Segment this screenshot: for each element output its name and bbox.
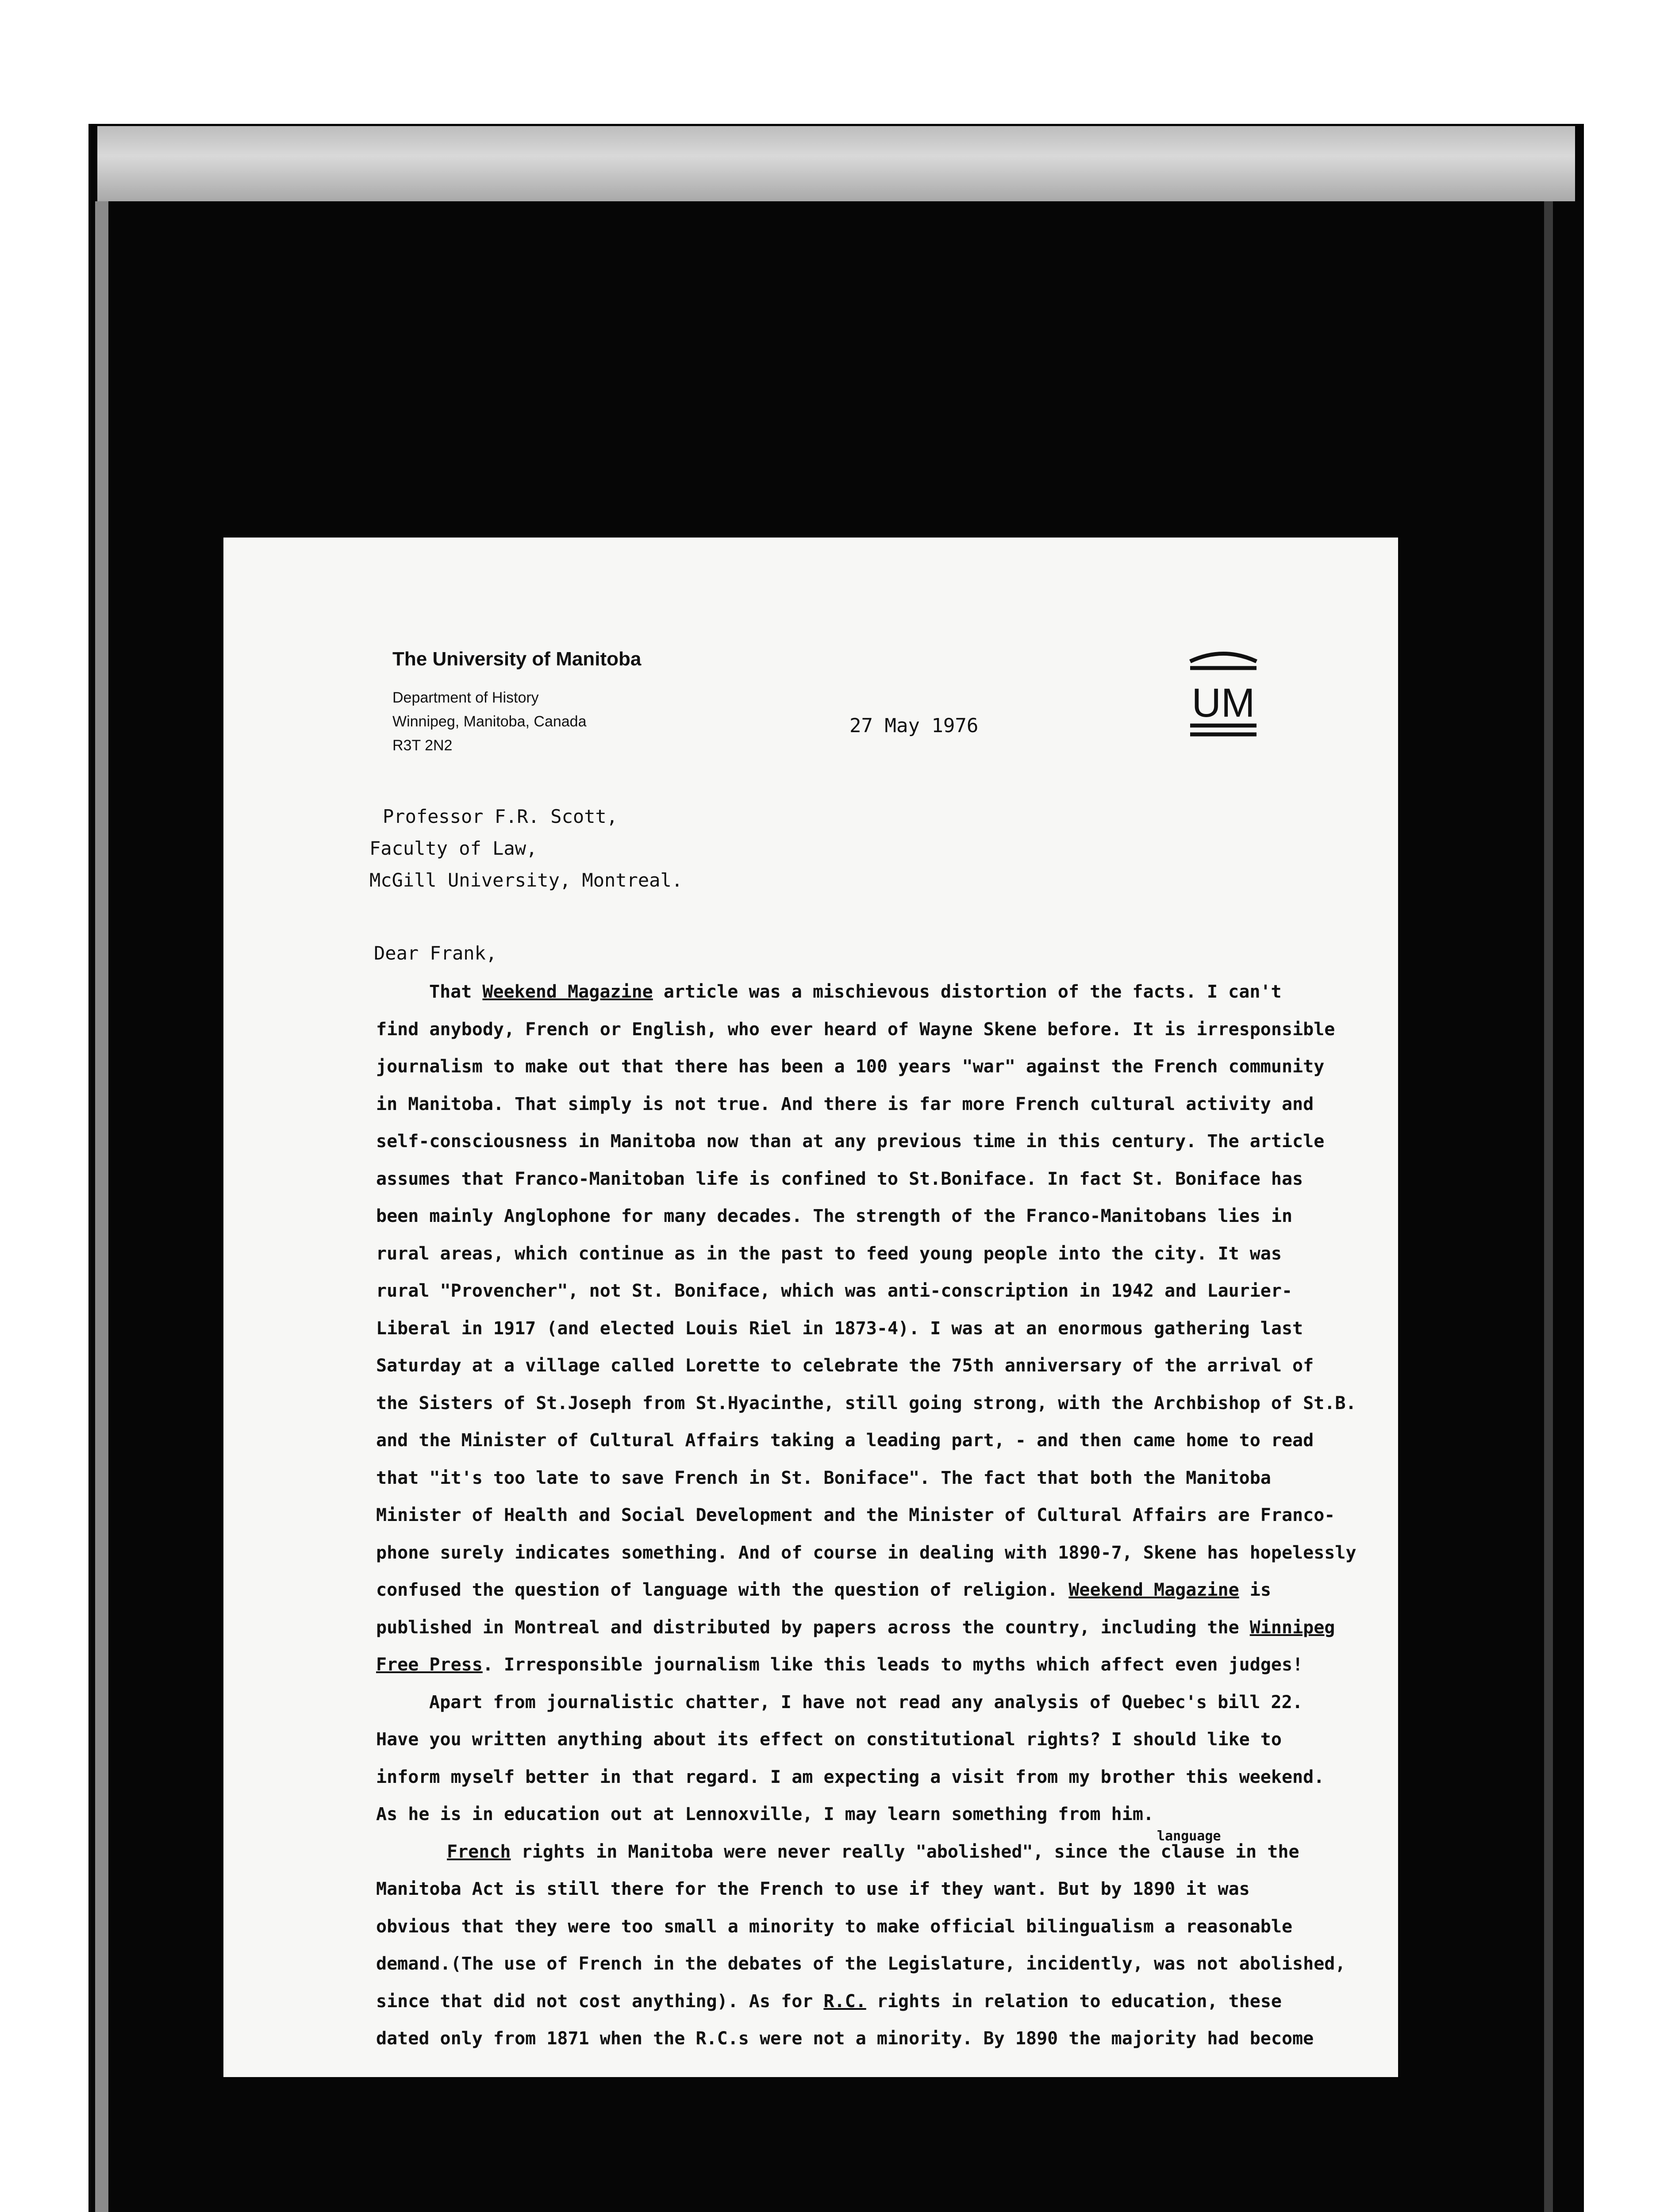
body-line: That Weekend Magazine article was a mischievous distortion of the facts. I can't: [429, 982, 1282, 1002]
body-line: inform myself better in that regard. I am expecting a visit from my brother this weekend.: [376, 1767, 1325, 1787]
body-line: Apart from journalistic chatter, I have not read any analysis of Quebec's bill 22.: [429, 1692, 1303, 1713]
body-line: been mainly Anglophone for many decades. The strength of the Franco-Manitobans lies in: [376, 1206, 1293, 1226]
letterhead-postal: R3T 2N2: [392, 737, 453, 754]
salutation: Dear Frank,: [374, 942, 497, 964]
letterhead-address: [392, 686, 587, 757]
body-line: the Sisters of St.Joseph from St.Hyacinthe, still going strong, with the Archbishop of St.B.: [376, 1393, 1356, 1413]
body-line: obvious that they were too small a minority to make official bilingualism a reasonable: [376, 1916, 1293, 1937]
letterhead-department: Department of History: [392, 689, 539, 706]
letter-date: 27 May 1976: [849, 714, 979, 737]
body-line: published in Montreal and distributed by papers across the country, including the Winnipeg: [376, 1617, 1335, 1638]
body-line: phone surely indicates something. And of course in dealing with 1890-7, Skene has hopelessly: [376, 1542, 1356, 1563]
body-line: assumes that Franco-Manitoban life is confined to St.Boniface. In fact St. Boniface has: [376, 1168, 1303, 1189]
underlined-title: Free Press: [376, 1655, 483, 1675]
body-line: Minister of Health and Social Development and the Minister of Cultural Affairs are Franco-: [376, 1505, 1335, 1525]
underlined-title: Winnipeg: [1249, 1617, 1335, 1638]
recipient-line-3: McGill University, Montreal.: [369, 869, 683, 891]
underlined-word: French: [447, 1841, 511, 1862]
recipient-line-1: Professor F.R. Scott,: [383, 806, 618, 827]
body-line: rural "Provencher", not St. Boniface, which was anti-conscription in 1942 and Laurier-: [376, 1281, 1293, 1301]
body-line: find anybody, French or English, who ever heard of Wayne Skene before. It is irresponsible: [376, 1019, 1335, 1040]
underlined-title: Weekend Magazine: [482, 982, 653, 1002]
recipient-line-2: Faculty of Law,: [369, 837, 538, 859]
body-line: journalism to make out that there has been a 100 years "war" against the French community: [376, 1056, 1325, 1077]
letterhead-city: Winnipeg, Manitoba, Canada: [392, 713, 587, 730]
body-line: confused the question of language with the question of religion. Weekend Magazine is: [376, 1580, 1271, 1600]
body-line: Have you written anything about its effect on constitutional rights? I should like to: [376, 1729, 1282, 1750]
handwritten-insert: language: [1157, 1828, 1221, 1844]
body-line: Manitoba Act is still there for the French to use if they want. But by 1890 it was: [376, 1879, 1250, 1899]
body-line: that "it's too late to save French in St. Boniface". The fact that both the Manitoba: [376, 1467, 1271, 1488]
body-line: Liberal in 1917 (and elected Louis Riel in 1873-4). I was at an enormous gathering last: [376, 1318, 1303, 1339]
letter-page: [223, 538, 1398, 2077]
body-line: since that did not cost anything). As for R.C. rights in relation to education, these: [376, 1991, 1282, 2012]
body-line: demand.(The use of French in the debates of the Legislature, incidently, was not abolished,: [376, 1954, 1346, 1974]
film-left-edge: [95, 201, 108, 2212]
letterhead-university: The University of Manitoba: [392, 648, 642, 670]
body-line: Free Press. Irresponsible journalism like this leads to myths which affect even judges!: [376, 1655, 1303, 1675]
underlined-word: R.C.: [823, 1991, 866, 2012]
body-line: dated only from 1871 when the R.C.s were not a minority. By 1890 the majority had become: [376, 2028, 1314, 2049]
body-line: self-consciousness in Manitoba now than at any previous time in this century. The article: [376, 1131, 1325, 1152]
body-line: As he is in education out at Lennoxville, I may learn something from him.: [376, 1804, 1154, 1824]
letter-body: [376, 973, 1394, 2058]
university-logo: [1179, 648, 1268, 745]
film-top-strip: [97, 126, 1575, 201]
logo-text: UM: [1191, 680, 1255, 726]
film-right-edge: [1544, 201, 1553, 2212]
recipient-address: [369, 801, 683, 896]
body-line: in Manitoba. That simply is not true. And there is far more French cultural activity and: [376, 1094, 1314, 1114]
body-line: Saturday at a village called Lorette to celebrate the 75th anniversary of the arrival of: [376, 1356, 1314, 1376]
underlined-title: Weekend Magazine: [1068, 1580, 1239, 1600]
body-line: rural areas, which continue as in the past to feed young people into the city. It was: [376, 1243, 1282, 1264]
body-line: French rights in Manitoba were never really "abolished", since the clause in the: [447, 1841, 1299, 1862]
body-line: and the Minister of Cultural Affairs taking a leading part, - and then came home to read: [376, 1430, 1314, 1451]
